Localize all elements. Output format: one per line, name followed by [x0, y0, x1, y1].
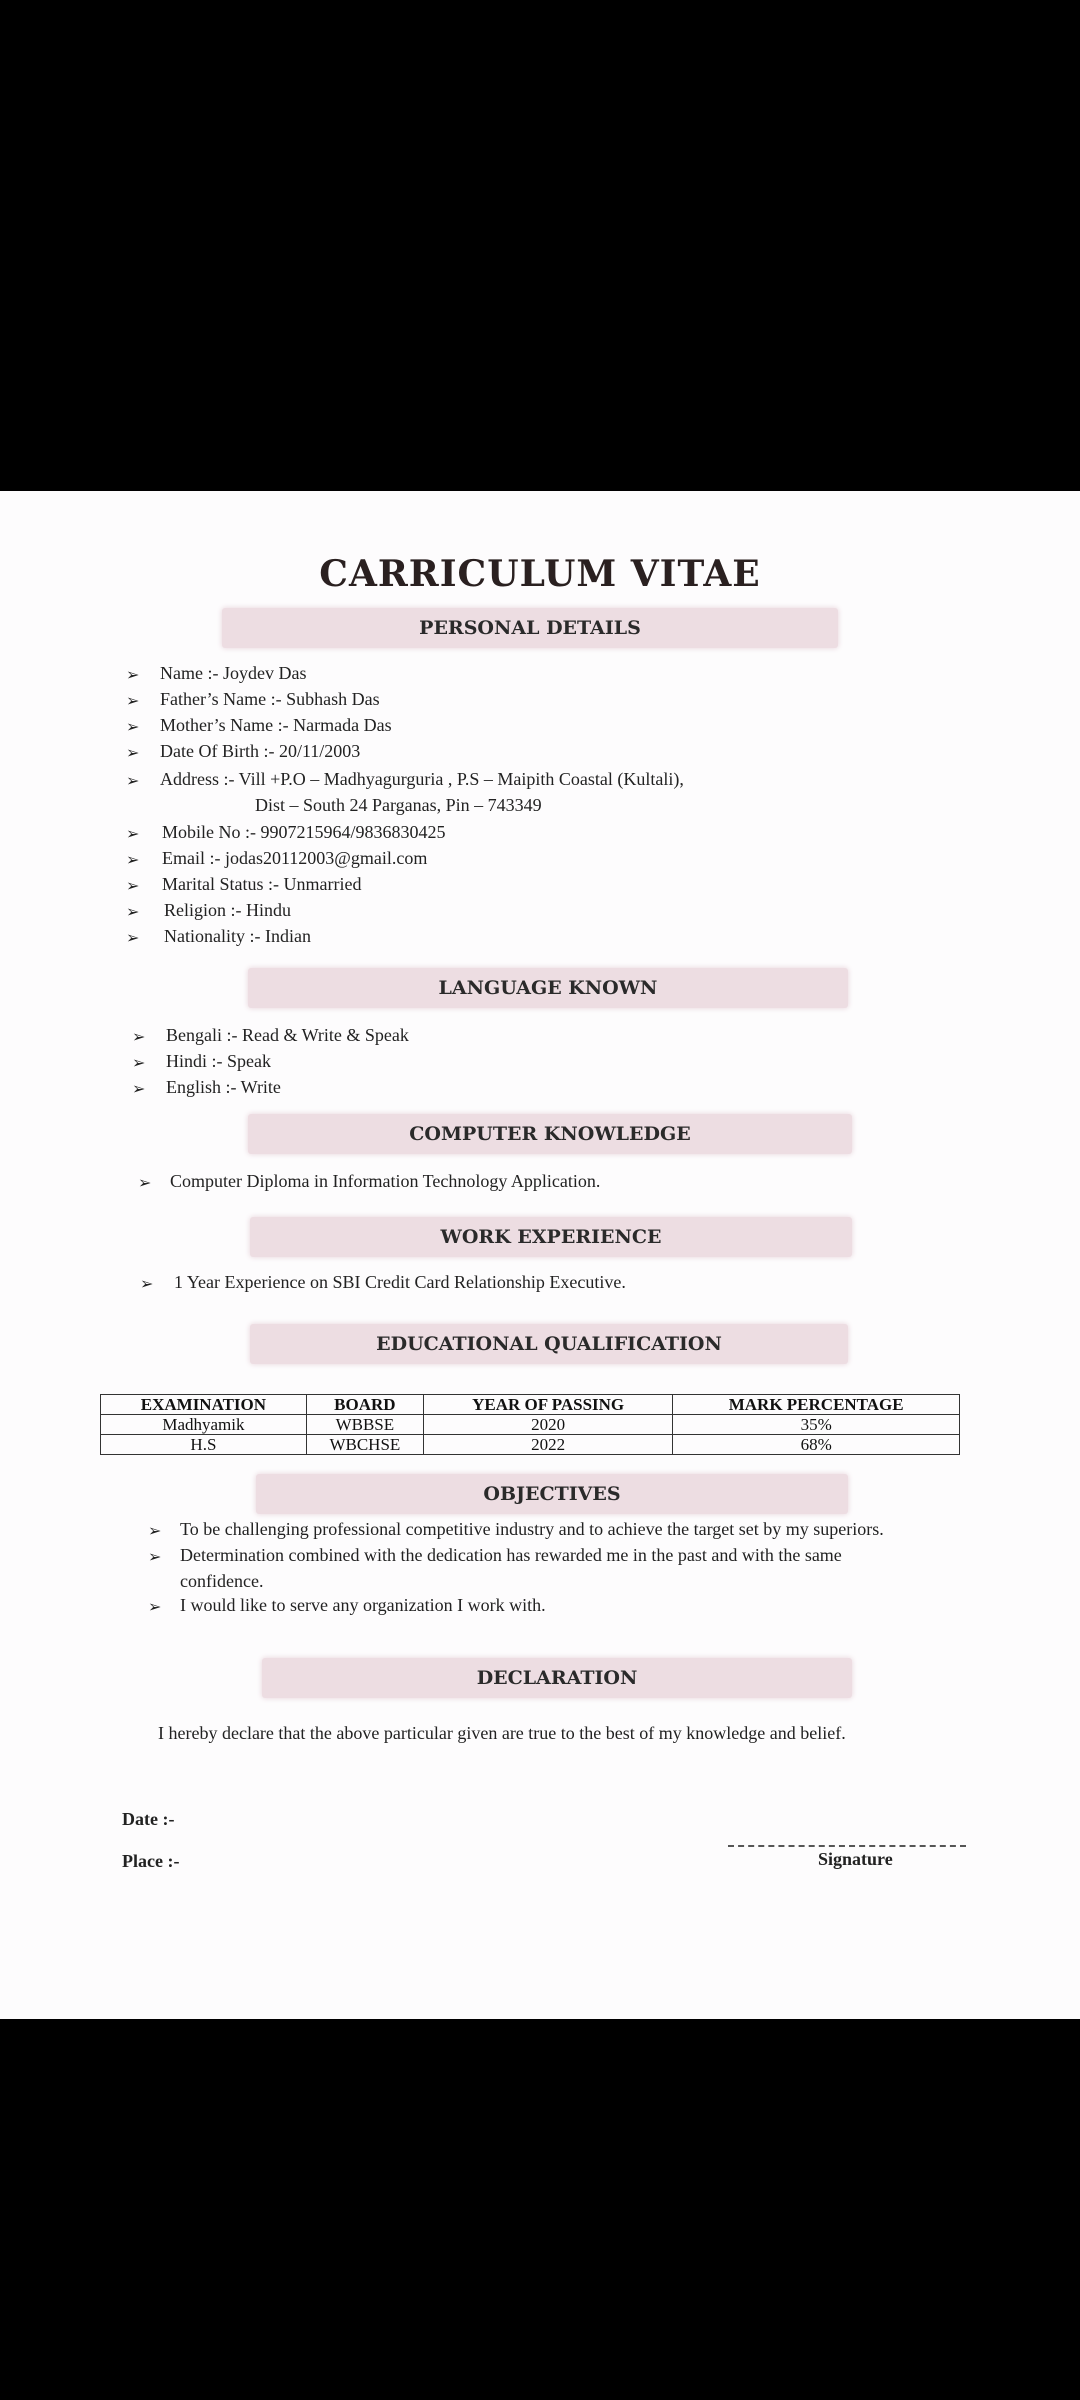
- section-header-personal-details: [222, 608, 838, 648]
- arrow-bullet-icon: ➢: [126, 878, 140, 895]
- detail-father-name: Father’s Name :- Subhash Das: [160, 689, 380, 709]
- signature-label: Signature: [818, 1849, 893, 1869]
- detail-religion: Religion :- Hindu: [164, 900, 291, 920]
- arrow-bullet-icon: ➢: [126, 930, 140, 947]
- table-cell: Madhyamik: [101, 1415, 307, 1435]
- section-heading: EDUCATIONAL QUALIFICATION: [376, 1333, 722, 1355]
- section-header-educational-qualification: [250, 1324, 848, 1364]
- table-cell: 2020: [423, 1415, 672, 1435]
- language-item: English :- Write: [166, 1077, 281, 1097]
- work-experience-item: 1 Year Experience on SBI Credit Card Relationship Executive.: [174, 1272, 626, 1292]
- section-heading: OBJECTIVES: [483, 1483, 621, 1505]
- section-header-computer-knowledge: [248, 1114, 852, 1154]
- detail-email: Email :- jodas20112003@gmail.com: [162, 848, 428, 868]
- arrow-bullet-icon: ➢: [132, 1055, 146, 1072]
- section-header-declaration: [262, 1658, 852, 1698]
- table-cell: WBCHSE: [306, 1435, 423, 1455]
- detail-address: Address :- Vill +P.O – Madhyagurguria , P.S – Maipith Coastal (Kultali),: [160, 769, 684, 789]
- table-cell: 2022: [423, 1435, 672, 1455]
- arrow-bullet-icon: ➢: [132, 1029, 146, 1046]
- section-heading: WORK EXPERIENCE: [440, 1226, 662, 1248]
- arrow-bullet-icon: ➢: [148, 1599, 162, 1616]
- table-cell: WBBSE: [306, 1415, 423, 1435]
- detail-mobile: Mobile No :- 9907215964/9836830425: [162, 822, 446, 842]
- detail-address-line2: Dist – South 24 Parganas, Pin – 743349: [255, 795, 542, 815]
- education-table: [100, 1394, 960, 1455]
- section-header-objectives: [256, 1474, 848, 1514]
- arrow-bullet-icon: ➢: [126, 719, 140, 736]
- column-header: MARK PERCENTAGE: [673, 1395, 960, 1415]
- arrow-bullet-icon: ➢: [148, 1523, 162, 1540]
- table-cell: 35%: [673, 1415, 960, 1435]
- column-header: BOARD: [306, 1395, 423, 1415]
- section-heading: LANGUAGE KNOWN: [438, 977, 658, 999]
- section-heading: COMPUTER KNOWLEDGE: [409, 1123, 691, 1145]
- table-row: [101, 1415, 960, 1435]
- language-item: Bengali :- Read & Write & Speak: [166, 1025, 409, 1045]
- arrow-bullet-icon: ➢: [126, 745, 140, 762]
- detail-name: Name :- Joydev Das: [160, 663, 307, 683]
- place-label: Place :-: [122, 1851, 180, 1871]
- arrow-bullet-icon: ➢: [140, 1276, 154, 1293]
- section-header-work-experience: [250, 1217, 852, 1257]
- detail-marital-status: Marital Status :- Unmarried: [162, 874, 362, 894]
- objective-item-continued: confidence.: [180, 1571, 264, 1591]
- arrow-bullet-icon: ➢: [148, 1549, 162, 1566]
- table-cell: 68%: [673, 1435, 960, 1455]
- objective-item: To be challenging professional competitive industry and to achieve the target set by my superiors.: [180, 1519, 884, 1539]
- table-row: [101, 1435, 960, 1455]
- section-heading: PERSONAL DETAILS: [419, 617, 641, 639]
- signature-line: [728, 1845, 966, 1847]
- declaration-text: I hereby declare that the above particular given are true to the best of my knowledge and belief.: [158, 1723, 846, 1743]
- column-header: EXAMINATION: [101, 1395, 307, 1415]
- arrow-bullet-icon: ➢: [138, 1175, 152, 1192]
- arrow-bullet-icon: ➢: [126, 826, 140, 843]
- language-item: Hindi :- Speak: [166, 1051, 271, 1071]
- arrow-bullet-icon: ➢: [126, 773, 140, 790]
- objective-item: I would like to serve any organization I work with.: [180, 1595, 546, 1615]
- section-header-language-known: [248, 968, 848, 1008]
- column-header: YEAR OF PASSING: [423, 1395, 672, 1415]
- arrow-bullet-icon: ➢: [132, 1081, 146, 1098]
- arrow-bullet-icon: ➢: [126, 693, 140, 710]
- objective-item: Determination combined with the dedication has rewarded me in the past and with the same: [180, 1545, 842, 1565]
- arrow-bullet-icon: ➢: [126, 667, 140, 684]
- table-header-row: [101, 1395, 960, 1415]
- computer-knowledge-item: Computer Diploma in Information Technology Application.: [170, 1171, 601, 1191]
- section-heading: DECLARATION: [476, 1667, 638, 1689]
- arrow-bullet-icon: ➢: [126, 852, 140, 869]
- page-title: CARRICULUM VITAE: [319, 553, 761, 595]
- resume-page: [0, 491, 1080, 2019]
- detail-nationality: Nationality :- Indian: [164, 926, 311, 946]
- detail-mother-name: Mother’s Name :- Narmada Das: [160, 715, 392, 735]
- date-label: Date :-: [122, 1809, 175, 1829]
- arrow-bullet-icon: ➢: [126, 904, 140, 921]
- table-cell: H.S: [101, 1435, 307, 1455]
- detail-dob: Date Of Birth :- 20/11/2003: [160, 741, 361, 761]
